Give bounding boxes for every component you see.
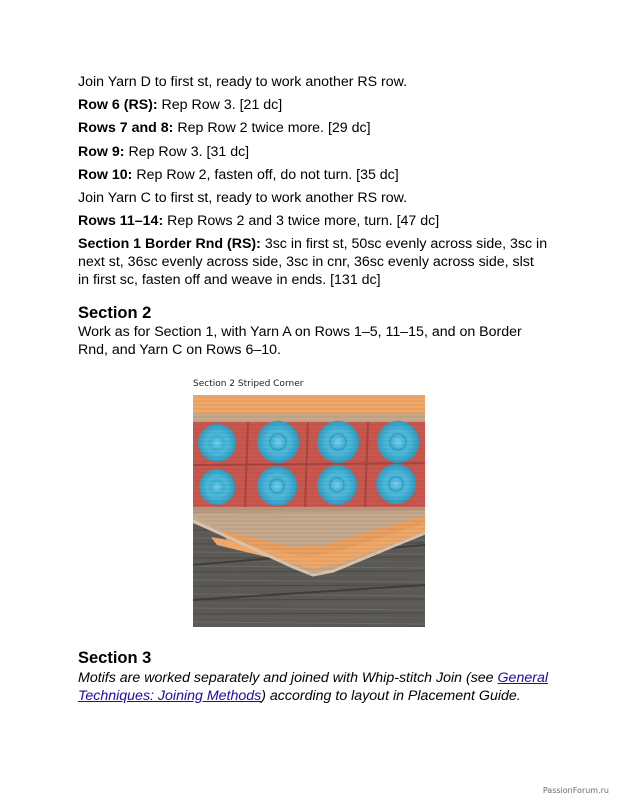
joining-methods-link[interactable]: General Techniques: Joining Methods — [78, 670, 548, 704]
section-3-heading: Section 3 — [78, 649, 152, 667]
row-6-line — [78, 97, 548, 115]
rows-11-14-line — [78, 213, 548, 231]
section-2-body: Work as for Section 1, with Yarn A on Rows 1–5, 11–15, and on Border Rnd, and Yarn C on Rows 6–10. — [78, 324, 522, 358]
striped-corner-photo — [193, 395, 425, 627]
watermark: PassionForum.ru — [542, 786, 609, 795]
border-round-text: 3sc in first st, 50sc evenly across side, 3sc in next st, 36sc evenly across side, 3sc in cnr, 36sc evenly across side, slst in first sc, fasten off and weave in ends. [131 dc] — [78, 236, 548, 288]
rows-7-8-text: Rep Row 2 twice more. [29 dc] — [173, 120, 371, 137]
row-10-label: Row 10: — [78, 166, 133, 183]
rows-11-14-text: Rep Rows 2 and 3 twice more, turn. [47 dc] — [163, 213, 440, 230]
section-3-text-before: Motifs are worked separately and joined with Whip-stitch Join (see — [78, 670, 498, 686]
section-3 — [78, 648, 548, 705]
row-10-line — [78, 167, 548, 185]
rows-7-8-line — [78, 120, 548, 138]
pattern-instructions — [78, 74, 548, 359]
figure-caption: Section 2 Striped Corner — [193, 379, 304, 389]
section-3-text-after: ) according to layout in Placement Guide. — [261, 687, 521, 704]
row-10-text: Rep Row 2, fasten off, do not turn. [35 dc] — [132, 166, 399, 183]
join-yarn-c-line: Join Yarn C to first st, ready to work another RS row. — [78, 189, 408, 206]
border-round-label: Section 1 Border Rnd (RS): — [78, 236, 261, 253]
row-9-text: Rep Row 3. [31 dc] — [124, 143, 250, 160]
row-6-text: Rep Row 3. [21 dc] — [157, 97, 283, 114]
section-3-body — [78, 670, 548, 705]
rows-7-8-label: Rows 7 and 8: — [78, 120, 174, 137]
border-round-line — [78, 236, 548, 289]
striped-corner-figure — [193, 378, 425, 627]
rows-11-14-label: Rows 11–14: — [78, 213, 164, 230]
row-6-label: Row 6 (RS): — [78, 97, 158, 114]
section-2-heading: Section 2 — [78, 304, 152, 323]
join-yarn-d-line: Join Yarn D to first st, ready to work another RS row. — [78, 74, 408, 90]
row-9-line — [78, 144, 548, 162]
row-9-label: Row 9: — [78, 143, 125, 160]
